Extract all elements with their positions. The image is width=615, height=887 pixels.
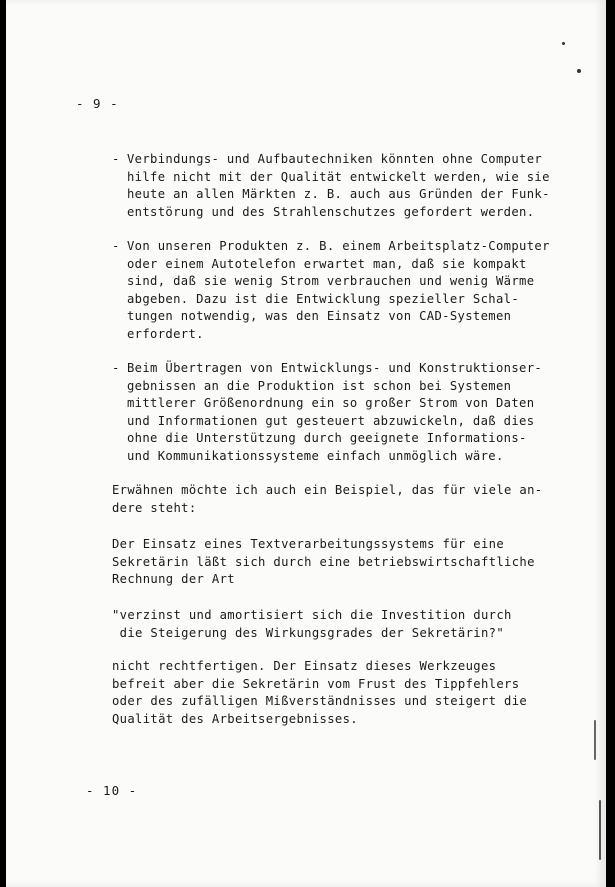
bullet-line: sind, daß sie wenig Strom verbrauchen und wenig Wärme (127, 274, 535, 288)
bullet-line: und Kommunikationssysteme einfach unmöglich wäre. (127, 448, 504, 463)
page-number-top: - 9 - (76, 96, 119, 111)
bullet-line: tungen notwendig, was den Einsatz von CAD-Systemen (127, 309, 512, 323)
scan-speck (562, 42, 565, 45)
scan-speck (577, 69, 581, 73)
bullet-item-3 (127, 360, 542, 465)
bullet-line: heute an allen Märkten z. B. auch aus Gründen der Funk- (127, 187, 550, 201)
paragraph-quote (112, 607, 512, 642)
paragraph-line: nicht rechtfertigen. Der Einsatz dieses Werkzeuges (112, 659, 497, 673)
quote-line: die Steigerung des Wirkungsgrades der Sekretärin?" (112, 625, 505, 640)
bullet-item-1 (127, 151, 550, 221)
bullet-dash: - (112, 152, 120, 166)
bullet-line: gebnissen an die Produktion ist schon bei Systemen (127, 378, 512, 393)
scan-edge-right (606, 0, 615, 887)
bullet-line: Beim Übertragen von Entwicklungs- und Konstruktionser- (127, 361, 543, 375)
bullet-line: entstörung und des Strahlenschutzes gefordert werden. (127, 204, 535, 219)
bullet-line: hilfe nicht mit der Qualität entwickelt werden, wie sie (127, 169, 550, 184)
paragraph-line: Qualität des Arbeitsergebnisses. (112, 711, 358, 726)
bullet-line: mittlerer Größenordnung ein so großer Strom von Daten (127, 396, 535, 410)
paragraph-line: Sekretärin läßt sich durch eine betriebswirtschaftliche (112, 554, 535, 569)
paragraph-line: Erwähnen möchte ich auch ein Beispiel, das für viele an- (112, 483, 543, 497)
bullet-line: und Informationen gut gesteuert abzuwickeln, daß dies (127, 413, 535, 428)
paragraph-line: befreit aber die Sekretärin vom Frust des Tippfehlers (112, 676, 520, 691)
paragraph-text-system (112, 536, 535, 589)
paragraph-line: dere steht: (112, 500, 197, 515)
bullet-item-2 (127, 238, 550, 343)
page-number-bottom: - 10 - (86, 783, 138, 798)
bullet-line: oder einem Autotelefon erwartet man, daß sie kompakt (127, 256, 527, 271)
bullet-line: Von unseren Produkten z. B. einem Arbeitsplatz-Computer (127, 239, 550, 253)
paragraph-example-intro (112, 482, 543, 517)
scan-streak (599, 800, 601, 860)
quote-line: "verzinst und amortisiert sich die Investition durch (112, 608, 512, 622)
paragraph-line: Rechnung der Art (112, 572, 235, 586)
document-page (6, 0, 606, 887)
bullet-line: Verbindungs- und Aufbautechniken könnten ohne Computer (127, 152, 543, 166)
bullet-line: ohne die Unterstützung durch geeignete Informations- (127, 431, 527, 445)
bullet-dash: - (112, 361, 120, 375)
paragraph-line: oder des zufälligen Mißverständnisses und steigert die (112, 694, 528, 708)
bullet-line: abgeben. Dazu ist die Entwicklung spezieller Schal- (127, 291, 520, 306)
bullet-line: erfordert. (127, 326, 204, 341)
bullet-dash: - (112, 239, 120, 253)
scan-streak (594, 720, 596, 760)
paragraph-line: Der Einsatz eines Textverarbeitungssystems für eine (112, 537, 505, 551)
paragraph-conclusion (112, 658, 527, 728)
